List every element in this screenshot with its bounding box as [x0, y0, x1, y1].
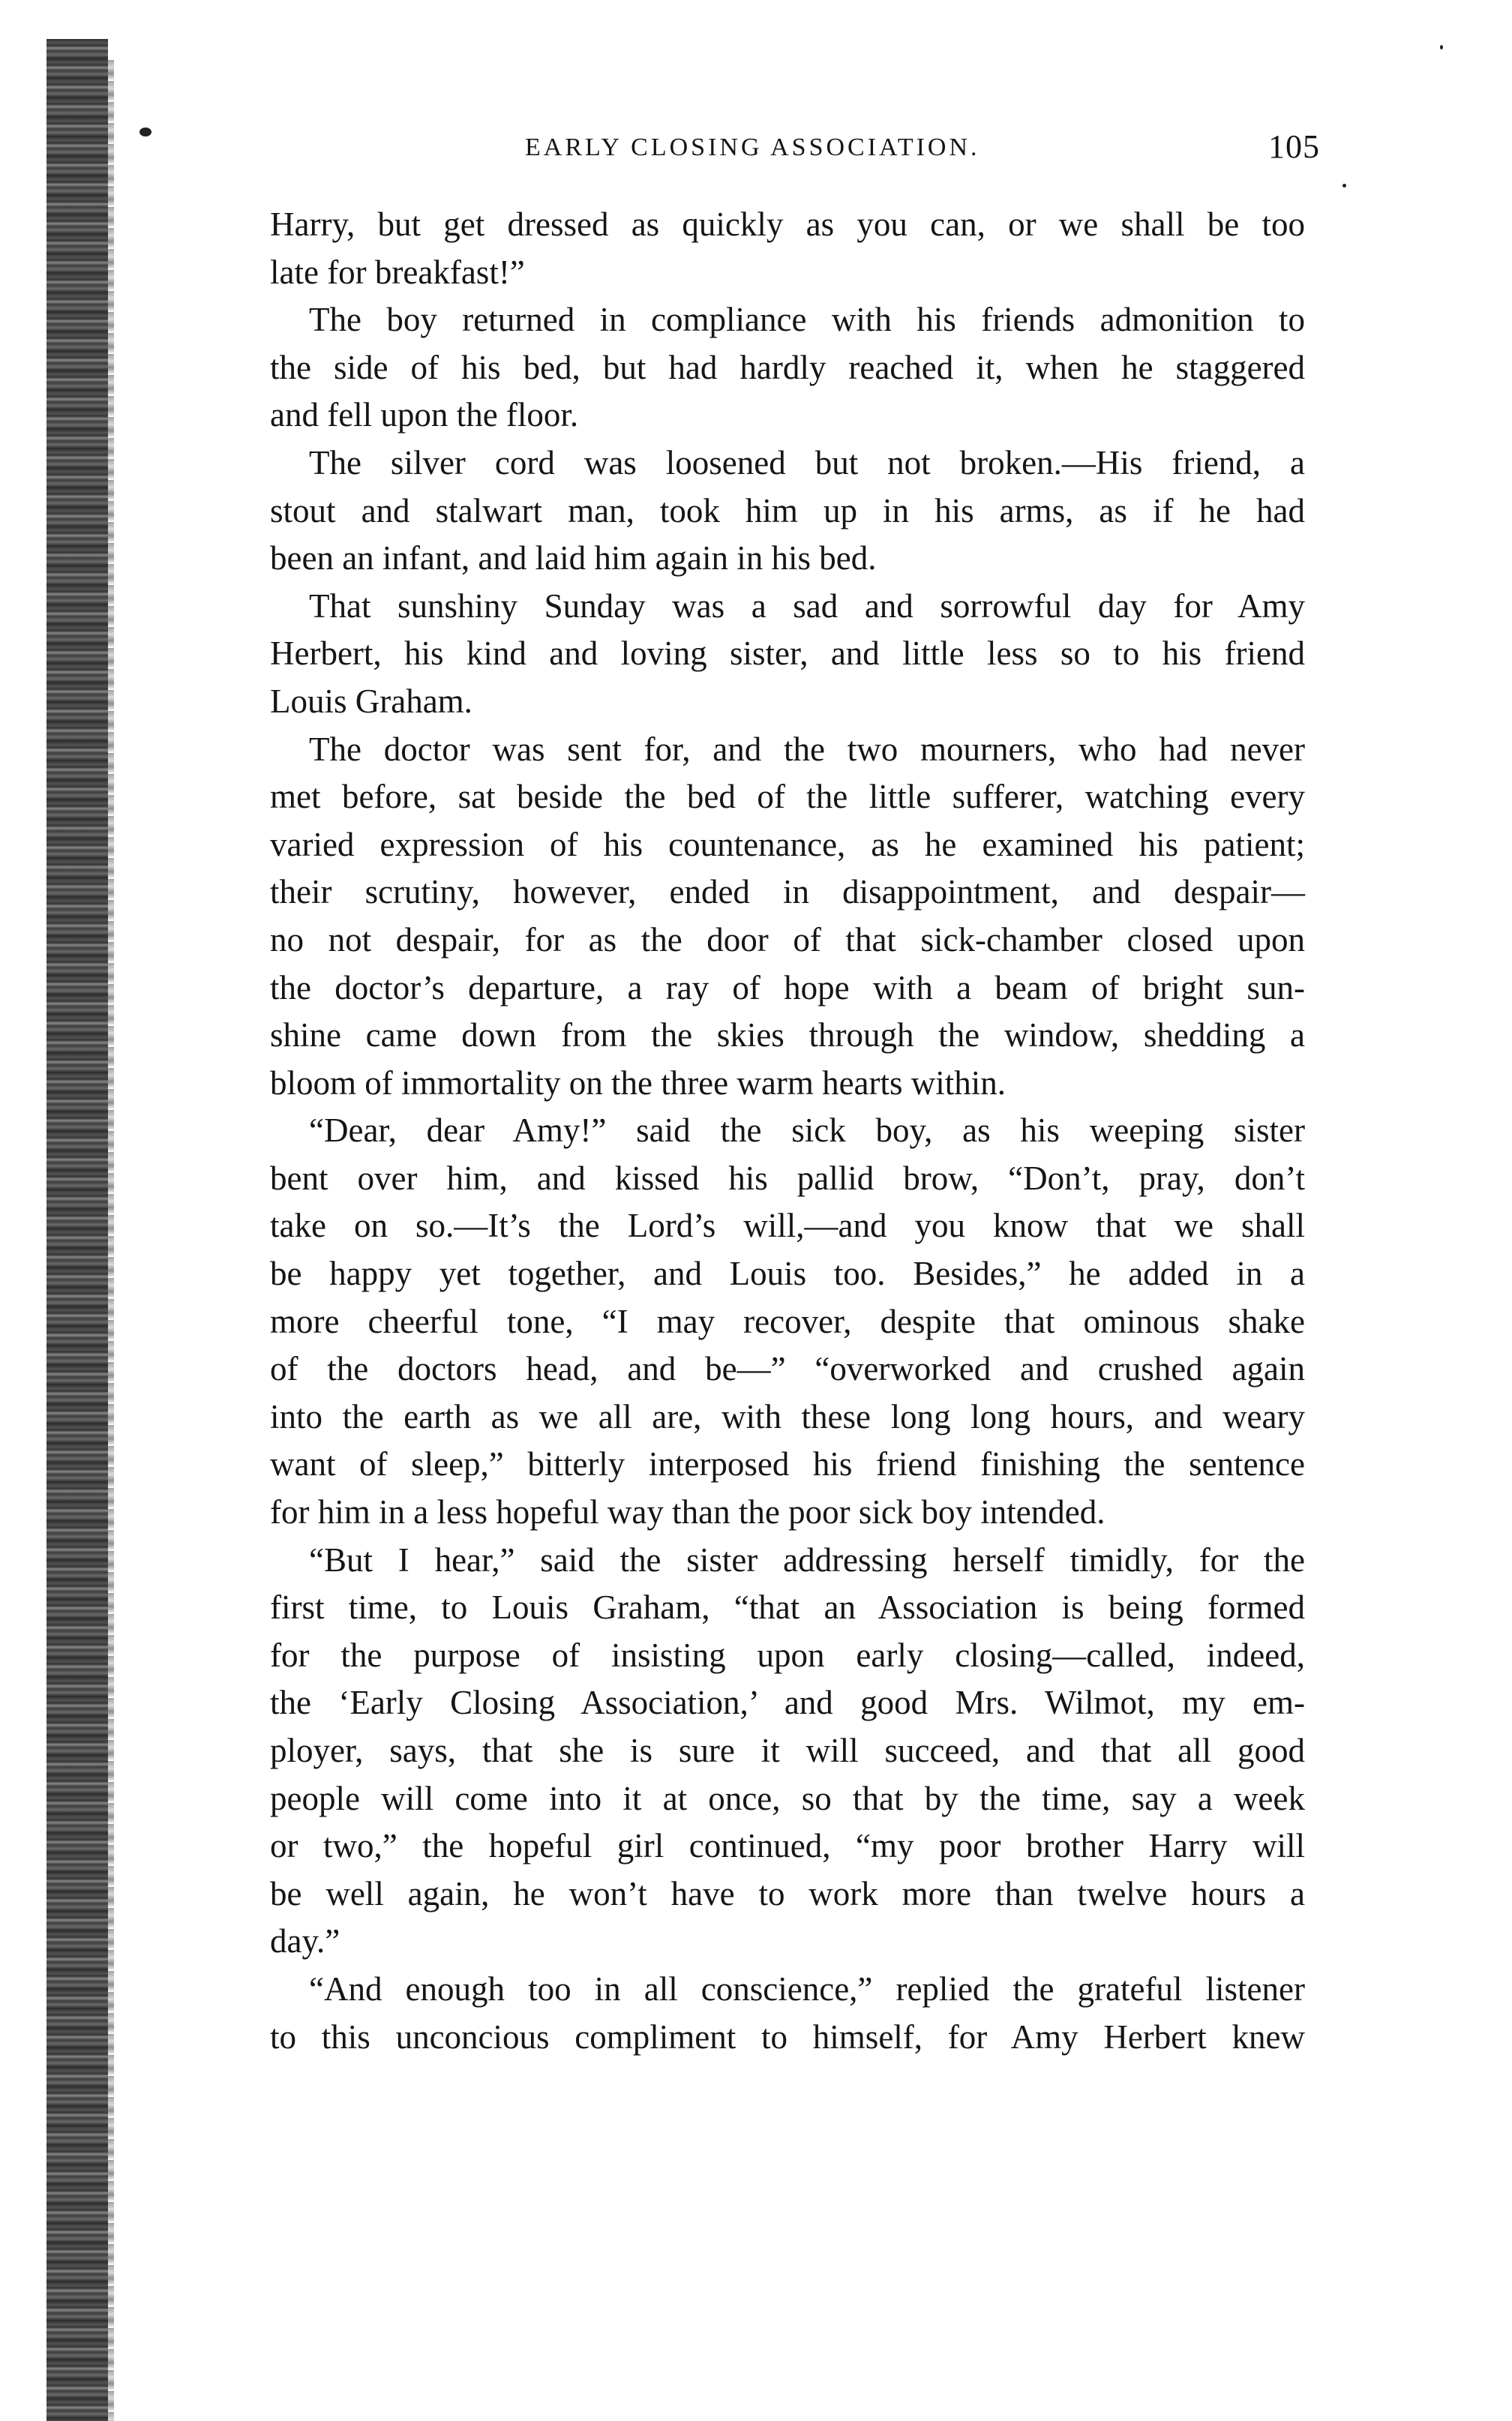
text-line: people will come into it at once, so that by the time, say a week	[270, 1779, 1305, 1817]
text-line: take on so.—It’s the Lord’s will,—and you know that we shall	[270, 1207, 1305, 1245]
text-line: the side of his bed, but had hardly reached it, when he staggered	[270, 348, 1305, 386]
page-number: 105	[1268, 128, 1320, 165]
text-line: “Dear, dear Amy!” said the sick boy, as his weeping sister	[309, 1112, 1305, 1150]
text-line: Herbert, his kind and loving sister, and little less so to his friend	[270, 634, 1305, 673]
text-line: bloom of immortality on the three warm hearts within.	[270, 1064, 1006, 1102]
text-line: first time, to Louis Graham, “that an Association is being formed	[270, 1588, 1305, 1627]
text-line: Louis Graham.	[270, 682, 472, 720]
text-line: for the purpose of insisting upon early closing—called, indeed,	[270, 1636, 1305, 1674]
ink-speck	[140, 128, 152, 136]
text-line: day.”	[270, 1922, 340, 1960]
text-line: The boy returned in compliance with his friends admonition to	[309, 301, 1305, 339]
text-line: of the doctors head, and be—” “overworked and crushed again	[270, 1350, 1305, 1388]
book-binding-edge	[46, 39, 108, 2421]
text-line: or two,” the hopeful girl continued, “my poor brother Harry will	[270, 1827, 1305, 1865]
ink-speck	[1342, 184, 1346, 188]
ink-speck	[1440, 45, 1443, 50]
text-line: The silver cord was loosened but not broken.—His friend, a	[309, 443, 1305, 482]
text-line: ployer, says, that she is sure it will succeed, and that all good	[270, 1732, 1305, 1769]
text-line: shine came down from the skies through the window, shedding a	[270, 1016, 1305, 1054]
page-header	[525, 128, 1320, 172]
text-line: varied expression of his countenance, as he examined his patient;	[270, 825, 1305, 863]
text-line: the doctor’s departure, a ray of hope with a beam of bright sun-	[270, 968, 1305, 1006]
text-line: no not despair, for as the door of that sick-chamber closed upon	[270, 920, 1305, 958]
text-line: “But I hear,” said the sister addressing herself timidly, for the	[309, 1540, 1305, 1579]
running-head: EARLY CLOSING ASSOCIATION.	[525, 134, 980, 161]
text-line: The doctor was sent for, and the two mourners, who had never	[309, 730, 1305, 768]
text-line: more cheerful tone, “I may recover, despite that ominous shake	[270, 1302, 1305, 1340]
text-line: for him in a less hopeful way than the poor sick boy intended.	[270, 1493, 1106, 1532]
body-text	[270, 201, 1305, 2061]
text-line: their scrutiny, however, ended in disappointment, and despair—	[270, 873, 1305, 911]
text-line: “And enough too in all conscience,” replied the grateful listener	[309, 1970, 1305, 2008]
text-line: and fell upon the floor.	[270, 396, 579, 434]
text-line: Harry, but get dressed as quickly as you can, or we shall be too	[270, 206, 1305, 243]
text-line: late for breakfast!”	[270, 253, 525, 291]
text-line: the ‘Early Closing Association,’ and good Mrs. Wilmot, my em-	[270, 1684, 1305, 1722]
text-line: met before, sat beside the bed of the little sufferer, watching every	[270, 778, 1305, 816]
text-line: to this unconcious compliment to himself, for Amy Herbert knew	[270, 2018, 1305, 2056]
text-line: bent over him, and kissed his pallid brow, “Don’t, pray, don’t	[270, 1159, 1305, 1197]
text-line: be well again, he won’t have to work more than twelve hours a	[270, 1874, 1305, 1912]
text-line: want of sleep,” bitterly interposed his friend finishing the sentence	[270, 1445, 1305, 1484]
page-gutter-shadow	[108, 60, 114, 2421]
text-line: be happy yet together, and Louis too. Besides,” he added in a	[270, 1255, 1305, 1293]
text-line: into the earth as we all are, with these long long hours, and weary	[270, 1397, 1305, 1436]
text-line: stout and stalwart man, took him up in his arms, as if he had	[270, 491, 1305, 530]
text-line: been an infant, and laid him again in his bed.	[270, 539, 877, 578]
text-line: That sunshiny Sunday was a sad and sorrowful day for Amy	[309, 586, 1305, 625]
